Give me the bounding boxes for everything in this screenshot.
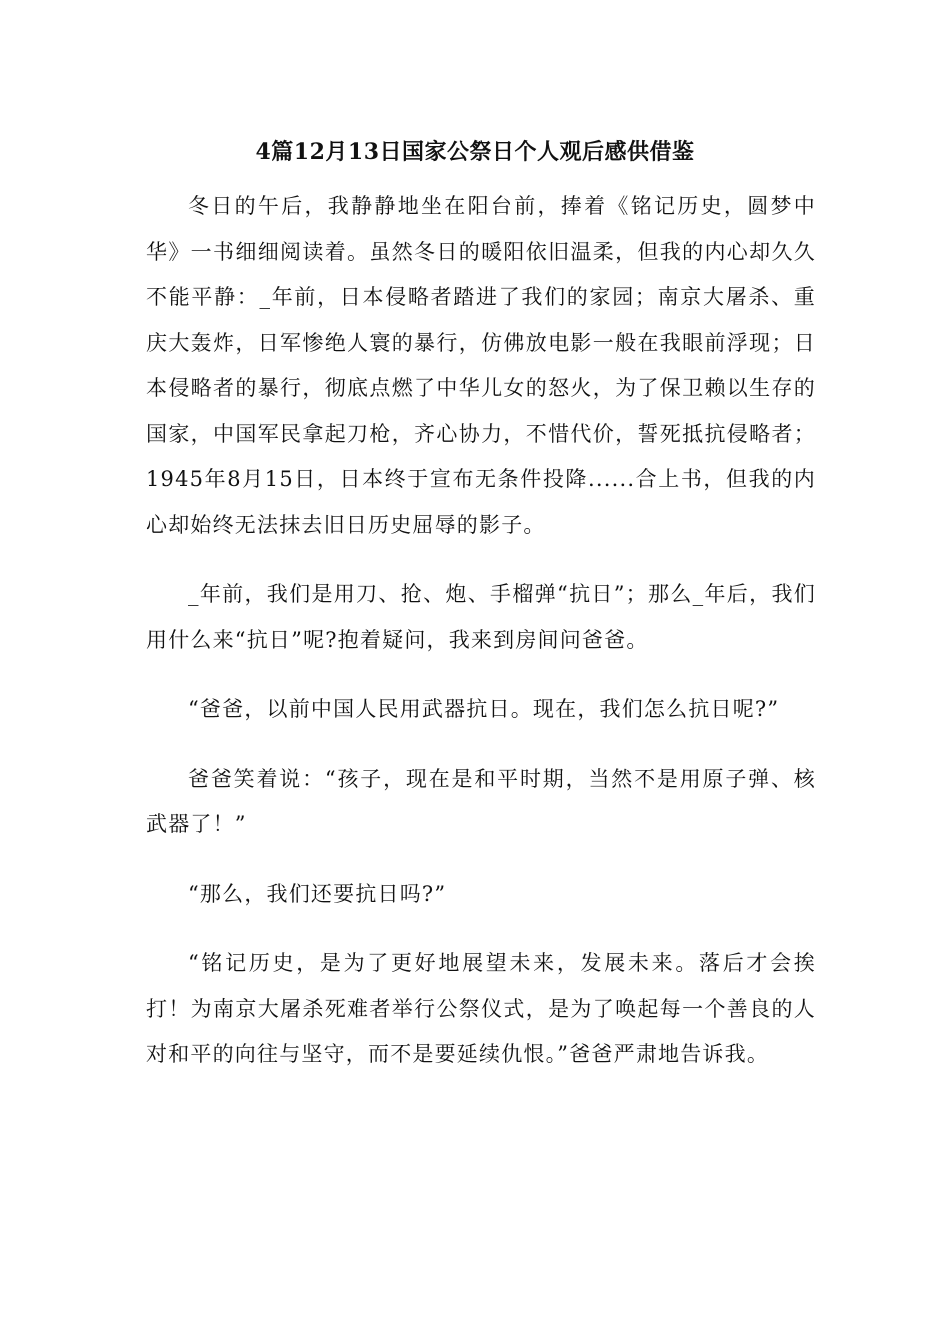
document-title: 4篇12月13日国家公祭日个人观后感供借鉴 xyxy=(255,139,695,165)
paragraph-3: “爸爸，以前中国人民用武器抗日。现在，我们怎么抗日呢?” xyxy=(188,697,780,721)
paragraph-1: 冬日的午后，我静静地坐在阳台前，捧着《铭记历史，圆梦中华》一书细细阅读着。虽然冬日的暖阳依旧温柔，但我的内心却久久不能平静：_年前，日本侵略者踏进了我们的家园；南京大屠杀、重庆大轰炸，日军惨绝人寰的暴行，仿佛放电影一般在我眼前浮现；日本侵略者的暴行，彻底点燃了中华儿女的怒火，为了保卫赖以生存的国家，中国军民拿起刀枪，齐心协力，不惜代价，誓死抵抗侵略者；1945年8月15日，日本终于宣布无条件投降......合上书，但我的内心却始终无法抹去旧日历史屈辱的影子。 xyxy=(146,194,816,537)
paragraph-6: “铭记历史，是为了更好地展望未来，发展未来。落后才会挨打！为南京大屠杀死难者举行公祭仪式，是为了唤起每一个善良的人对和平的向往与坚守，而不是要延续仇恨。”爸爸严肃地告诉我。 xyxy=(146,951,816,1066)
document-body xyxy=(146,184,816,1078)
paragraph-4: 爸爸笑着说：“孩子，现在是和平时期，当然不是用原子弹、核武器了！” xyxy=(146,766,816,836)
paragraph-5: “那么，我们还要抗日吗?” xyxy=(188,881,447,906)
paragraph-2: _年前，我们是用刀、抢、炮、手榴弹“抗日”；那么_年后，我们用什么来“抗日”呢?抱着疑问，我来到房间问爸爸。 xyxy=(146,582,816,652)
